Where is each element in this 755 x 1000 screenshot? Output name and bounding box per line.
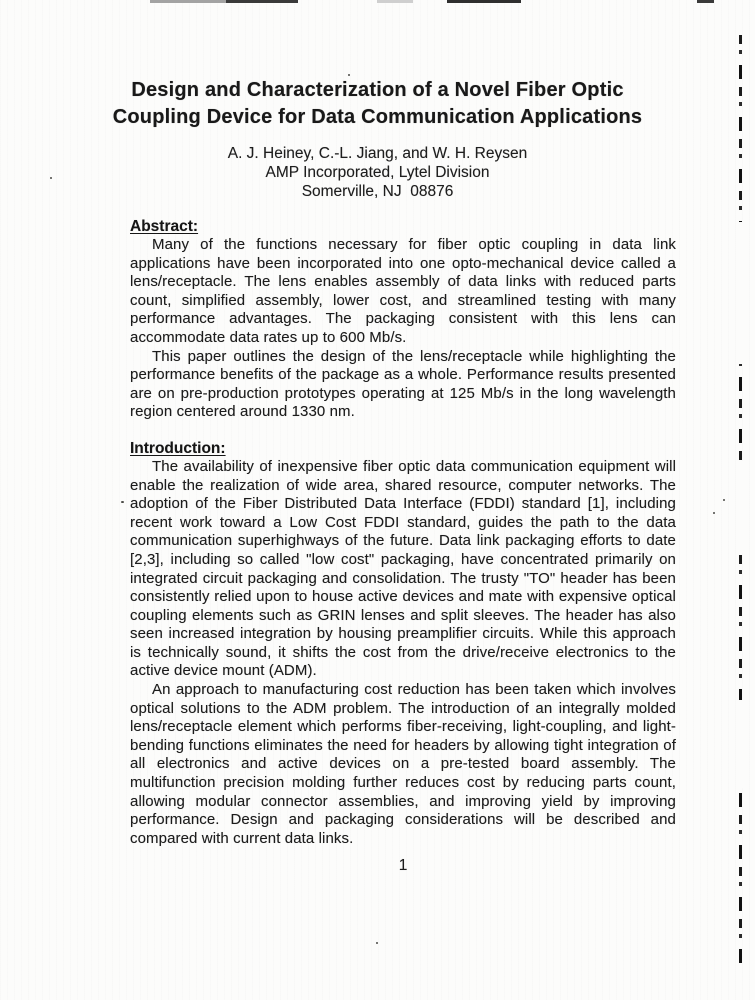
page-title	[0, 77, 755, 131]
scan-speck	[121, 501, 124, 503]
scan-speck	[723, 499, 725, 501]
scan-edge-gap	[736, 461, 745, 553]
author-block	[0, 144, 755, 201]
paper-header	[0, 0, 755, 201]
page-number: 1	[398, 857, 408, 875]
scan-speck	[376, 942, 378, 944]
scan-edge-gap	[736, 700, 745, 788]
introduction-paragraph-1: The availability of inexpensive fiber optic data communication equipment will enable the realization of wide area, shared resource, computer networks. The adoption of the Fiber Distributed Data Interface (FDDI) standard [1], including recent work toward a Low Cost FDDI standard, guides the path to the data communication superhighways of the future. Data link packaging efforts to date [2,3], including so called "low cost" packaging, have concentrated primarily on integrated circuit packaging and consolidation. The trusty "TO" header has been consistently relied upon to house active devices and mate with expensive optical coupling elements such as GRIN lenses and split sleeves. The header has also seen increased integration by housing preamplifier circuits. While this approach is technically sound, it shifts the cost from the drive/receive electronics to the active device mount (ADM).	[130, 457, 676, 680]
scan-top-edge-mark	[226, 0, 298, 3]
section-abstract	[130, 217, 676, 422]
abstract-heading: Abstract:	[130, 218, 199, 235]
introduction-heading: Introduction:	[130, 439, 226, 457]
scan-top-edge-mark	[377, 0, 413, 3]
abstract-paragraph-1: Many of the functions necessary for fiber optic coupling in data link applications have been incorporated into one opto-mechanical device called a lens/receptacle. The lens enables assembly of data links with reduced parts count, simplified assembly, lower cost, and streamlined testing with many performance advantages. The packaging consistent with this lens can accommodate data rates up to 600 Mb/s.	[130, 236, 676, 346]
scan-top-edge-mark	[697, 0, 714, 3]
title-line-2: Coupling Device for Data Communication Applications	[112, 106, 643, 128]
introduction-paragraph-2: An approach to manufacturing cost reduction has been taken which involves optical solutions to the ADM problem. The introduction of an integrally molded lens/receptacle element which performs fiber-receiving, light-coupling, and light-bending functions eliminates the need for headers by allowing tight integration of all electronics and active devices on a pre-tested board assembly. The multifunction precision molding further reduces cost by reducing parts count, allowing modular connector assemblies, and improving yield by improving performance. Design and packaging considerations will be described and compared with current data links.	[130, 681, 676, 847]
scan-edge-gap	[736, 222, 745, 364]
paper-body	[130, 217, 676, 876]
scan-top-edge-mark	[150, 0, 226, 3]
abstract-paragraph-2: This paper outlines the design of the lens/receptacle while highlighting the performance benefits of the package as a whole. Performance results presented are on pre-production prototypes operating at 125 Mb/s in the long wavelength region centered around 1330 nm.	[130, 347, 676, 421]
affiliation-line: AMP Incorporated, Lytel Division	[265, 164, 490, 181]
scan-speck	[50, 177, 52, 179]
author-line: A. J. Heiney, C.-L. Jiang, and W. H. Reysen	[227, 145, 528, 162]
scan-speck	[713, 512, 715, 514]
scan-speck	[348, 74, 350, 76]
scan-top-edge-mark	[447, 0, 521, 3]
address-line: Somerville, NJ 08876	[301, 183, 454, 200]
section-introduction	[130, 439, 676, 848]
title-line-1: Design and Characterization of a Novel Fiber Optic	[131, 79, 624, 101]
